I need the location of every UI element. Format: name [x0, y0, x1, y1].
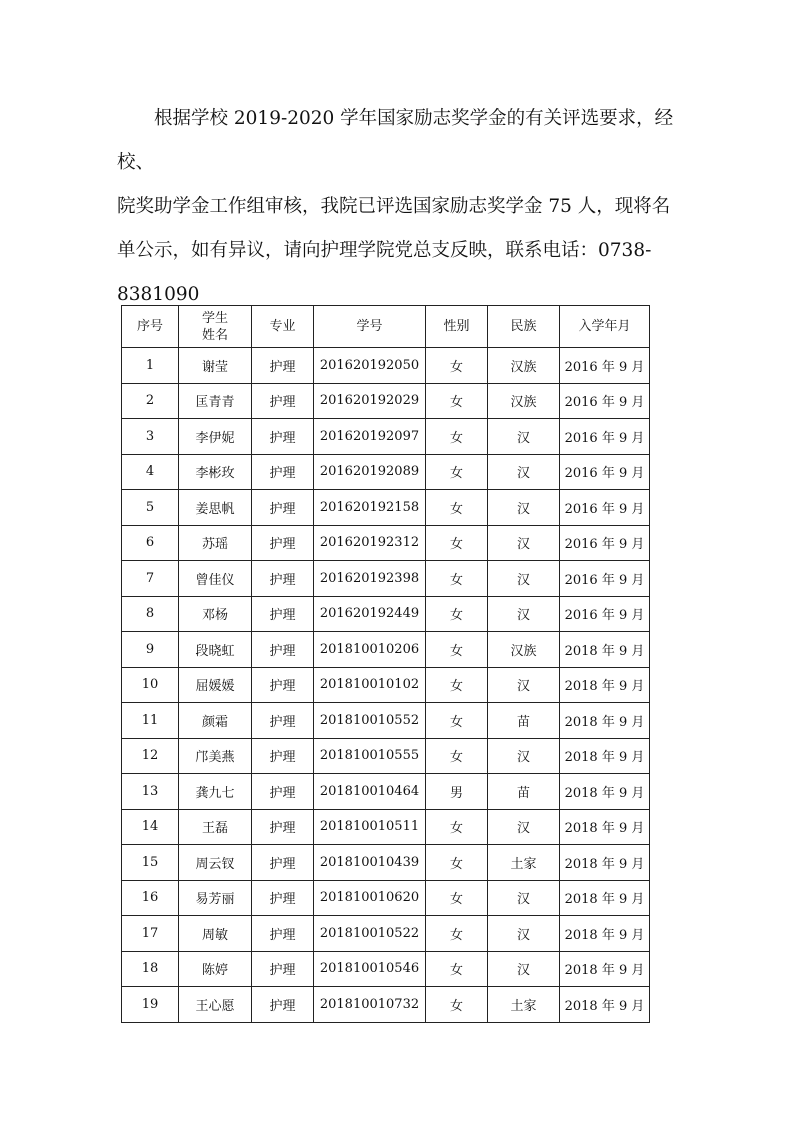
cell-gender: 女 — [426, 809, 488, 845]
cell-major: 护理 — [252, 419, 314, 455]
cell-seq: 6 — [122, 525, 179, 561]
cell-gender: 女 — [426, 419, 488, 455]
cell-major: 护理 — [252, 880, 314, 916]
cell-ethnicity: 汉 — [488, 880, 560, 916]
cell-seq: 2 — [122, 383, 179, 419]
cell-enrollment: 2016 年 9 月 — [560, 383, 650, 419]
table-row — [122, 987, 650, 1023]
cell-student-id: 201810010620 — [314, 880, 426, 916]
cell-student-id: 201810010555 — [314, 738, 426, 774]
cell-student-id: 201620192158 — [314, 490, 426, 526]
cell-seq: 4 — [122, 454, 179, 490]
cell-major: 护理 — [252, 916, 314, 952]
header-name — [179, 306, 252, 348]
cell-student-id: 201620192449 — [314, 596, 426, 632]
table-header-row — [122, 306, 650, 348]
cell-student-id: 201810010552 — [314, 703, 426, 739]
cell-major: 护理 — [252, 738, 314, 774]
cell-gender: 女 — [426, 880, 488, 916]
notice-line-4: 8381090 — [117, 284, 200, 305]
cell-major: 护理 — [252, 774, 314, 810]
cell-major: 护理 — [252, 809, 314, 845]
cell-ethnicity: 汉 — [488, 916, 560, 952]
cell-gender: 女 — [426, 667, 488, 703]
cell-gender: 女 — [426, 490, 488, 526]
header-student-id: 学号 — [314, 306, 426, 348]
cell-student-id: 201620192089 — [314, 454, 426, 490]
cell-gender: 男 — [426, 774, 488, 810]
cell-seq: 19 — [122, 987, 179, 1023]
cell-seq: 11 — [122, 703, 179, 739]
cell-major: 护理 — [252, 348, 314, 384]
table-row — [122, 348, 650, 384]
cell-enrollment: 2018 年 9 月 — [560, 774, 650, 810]
cell-enrollment: 2018 年 9 月 — [560, 845, 650, 881]
cell-student-id: 201810010546 — [314, 951, 426, 987]
cell-seq: 12 — [122, 738, 179, 774]
cell-name: 龚九七 — [179, 774, 252, 810]
scholarship-table — [121, 305, 650, 1023]
cell-ethnicity: 汉 — [488, 525, 560, 561]
cell-gender: 女 — [426, 596, 488, 632]
table-row — [122, 561, 650, 597]
cell-student-id: 201810010511 — [314, 809, 426, 845]
cell-seq: 7 — [122, 561, 179, 597]
cell-name: 陈婷 — [179, 951, 252, 987]
cell-seq: 9 — [122, 632, 179, 668]
table-row — [122, 383, 650, 419]
header-enrollment: 入学年月 — [560, 306, 650, 348]
cell-seq: 14 — [122, 809, 179, 845]
cell-gender: 女 — [426, 703, 488, 739]
cell-gender: 女 — [426, 987, 488, 1023]
cell-seq: 3 — [122, 419, 179, 455]
cell-enrollment: 2018 年 9 月 — [560, 738, 650, 774]
cell-major: 护理 — [252, 383, 314, 419]
cell-enrollment: 2018 年 9 月 — [560, 667, 650, 703]
cell-enrollment: 2016 年 9 月 — [560, 490, 650, 526]
cell-ethnicity: 汉 — [488, 738, 560, 774]
cell-seq: 1 — [122, 348, 179, 384]
cell-gender: 女 — [426, 454, 488, 490]
cell-name: 周云钗 — [179, 845, 252, 881]
cell-enrollment: 2018 年 9 月 — [560, 951, 650, 987]
cell-seq: 17 — [122, 916, 179, 952]
cell-name: 邝美燕 — [179, 738, 252, 774]
cell-seq: 8 — [122, 596, 179, 632]
cell-ethnicity: 苗 — [488, 703, 560, 739]
cell-ethnicity: 汉族 — [488, 383, 560, 419]
cell-ethnicity: 汉 — [488, 951, 560, 987]
notice-paragraph — [117, 97, 683, 317]
notice-line-2: 院奖助学金工作组审核，我院已评选国家励志奖学金 75 人，现将名 — [117, 196, 671, 217]
cell-seq: 13 — [122, 774, 179, 810]
cell-name: 易芳丽 — [179, 880, 252, 916]
cell-gender: 女 — [426, 738, 488, 774]
table-row — [122, 525, 650, 561]
cell-enrollment: 2018 年 9 月 — [560, 703, 650, 739]
cell-major: 护理 — [252, 454, 314, 490]
cell-name: 周敏 — [179, 916, 252, 952]
cell-student-id: 201620192398 — [314, 561, 426, 597]
cell-ethnicity: 土家 — [488, 845, 560, 881]
cell-ethnicity: 汉 — [488, 419, 560, 455]
cell-enrollment: 2018 年 9 月 — [560, 632, 650, 668]
cell-name: 匡青青 — [179, 383, 252, 419]
cell-gender: 女 — [426, 951, 488, 987]
table-row — [122, 490, 650, 526]
cell-enrollment: 2018 年 9 月 — [560, 916, 650, 952]
cell-seq: 16 — [122, 880, 179, 916]
cell-enrollment: 2018 年 9 月 — [560, 987, 650, 1023]
cell-ethnicity: 汉族 — [488, 632, 560, 668]
notice-line-3: 单公示，如有异议，请向护理学院党总支反映，联系电话：0738- — [117, 240, 652, 261]
table-row — [122, 809, 650, 845]
cell-enrollment: 2018 年 9 月 — [560, 880, 650, 916]
cell-enrollment: 2018 年 9 月 — [560, 809, 650, 845]
table-row — [122, 845, 650, 881]
table-row — [122, 667, 650, 703]
cell-enrollment: 2016 年 9 月 — [560, 348, 650, 384]
cell-name: 王心愿 — [179, 987, 252, 1023]
cell-seq: 10 — [122, 667, 179, 703]
cell-enrollment: 2016 年 9 月 — [560, 454, 650, 490]
cell-seq: 15 — [122, 845, 179, 881]
cell-major: 护理 — [252, 490, 314, 526]
header-gender: 性别 — [426, 306, 488, 348]
cell-student-id: 201620192097 — [314, 419, 426, 455]
cell-major: 护理 — [252, 561, 314, 597]
cell-name: 段晓虹 — [179, 632, 252, 668]
cell-major: 护理 — [252, 703, 314, 739]
cell-ethnicity: 汉 — [488, 454, 560, 490]
table-row — [122, 703, 650, 739]
cell-name: 谢莹 — [179, 348, 252, 384]
table-row — [122, 951, 650, 987]
cell-student-id: 201620192050 — [314, 348, 426, 384]
table-row — [122, 632, 650, 668]
cell-student-id: 201810010522 — [314, 916, 426, 952]
cell-major: 护理 — [252, 987, 314, 1023]
cell-student-id: 201810010732 — [314, 987, 426, 1023]
table-row — [122, 738, 650, 774]
cell-enrollment: 2016 年 9 月 — [560, 596, 650, 632]
cell-ethnicity: 汉 — [488, 667, 560, 703]
cell-seq: 5 — [122, 490, 179, 526]
header-major: 专业 — [252, 306, 314, 348]
table-row — [122, 454, 650, 490]
cell-name: 屈媛媛 — [179, 667, 252, 703]
cell-enrollment: 2016 年 9 月 — [560, 419, 650, 455]
cell-student-id: 201620192029 — [314, 383, 426, 419]
cell-ethnicity: 土家 — [488, 987, 560, 1023]
cell-gender: 女 — [426, 561, 488, 597]
cell-name: 姜思帆 — [179, 490, 252, 526]
cell-major: 护理 — [252, 951, 314, 987]
table-row — [122, 419, 650, 455]
cell-major: 护理 — [252, 667, 314, 703]
cell-student-id: 201810010102 — [314, 667, 426, 703]
cell-student-id: 201810010206 — [314, 632, 426, 668]
cell-ethnicity: 苗 — [488, 774, 560, 810]
cell-ethnicity: 汉 — [488, 561, 560, 597]
cell-gender: 女 — [426, 383, 488, 419]
cell-major: 护理 — [252, 845, 314, 881]
cell-gender: 女 — [426, 845, 488, 881]
cell-name: 邓杨 — [179, 596, 252, 632]
cell-gender: 女 — [426, 632, 488, 668]
cell-major: 护理 — [252, 632, 314, 668]
cell-gender: 女 — [426, 348, 488, 384]
table-row — [122, 916, 650, 952]
cell-gender: 女 — [426, 916, 488, 952]
cell-student-id: 201810010439 — [314, 845, 426, 881]
header-name-text: 学生姓名 — [201, 310, 228, 343]
cell-gender: 女 — [426, 525, 488, 561]
cell-ethnicity: 汉 — [488, 809, 560, 845]
table-row — [122, 596, 650, 632]
cell-name: 李彬玫 — [179, 454, 252, 490]
cell-seq: 18 — [122, 951, 179, 987]
cell-student-id: 201620192312 — [314, 525, 426, 561]
table-row — [122, 774, 650, 810]
cell-ethnicity: 汉 — [488, 596, 560, 632]
table-body — [122, 348, 650, 1023]
cell-enrollment: 2016 年 9 月 — [560, 525, 650, 561]
cell-student-id: 201810010464 — [314, 774, 426, 810]
cell-major: 护理 — [252, 525, 314, 561]
cell-major: 护理 — [252, 596, 314, 632]
cell-name: 曾佳仪 — [179, 561, 252, 597]
cell-ethnicity: 汉 — [488, 490, 560, 526]
cell-name: 颜霜 — [179, 703, 252, 739]
header-ethnicity: 民族 — [488, 306, 560, 348]
cell-ethnicity: 汉族 — [488, 348, 560, 384]
header-seq: 序号 — [122, 306, 179, 348]
cell-enrollment: 2016 年 9 月 — [560, 561, 650, 597]
cell-name: 李伊妮 — [179, 419, 252, 455]
cell-name: 王磊 — [179, 809, 252, 845]
cell-name: 苏瑶 — [179, 525, 252, 561]
table-row — [122, 880, 650, 916]
notice-line-1: 根据学校 2019-2020 学年国家励志奖学金的有关评选要求，经校、 — [117, 108, 674, 173]
